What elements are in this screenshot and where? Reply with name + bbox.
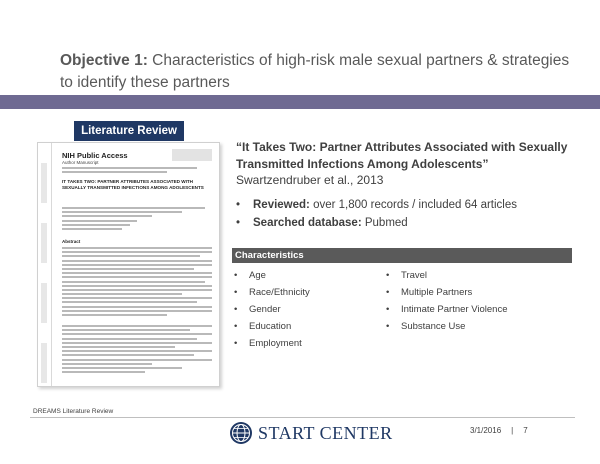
stat-value: Pubmed (361, 217, 408, 229)
footer-caption: DREAMS Literature Review (33, 408, 114, 415)
characteristics-list-right (386, 267, 508, 335)
start-center-logo: START CENTER (258, 423, 393, 443)
characteristic-label: Employment (249, 338, 302, 349)
thumbnail-article-title: IT TAKES TWO: PARTNER ATTRIBUTES ASSOCIATED WITH SEXUALLY TRANSMITTED INFECTIONS AMONG ADOLESCENTS (62, 179, 204, 190)
characteristic-item (386, 301, 508, 318)
literature-review-label: Literature Review (74, 121, 184, 141)
stat-label: Searched database: (253, 217, 362, 229)
objective-text: Characteristics of high-risk male sexual partners & strategies to identify these partners (60, 52, 570, 91)
characteristic-label: Intimate Partner Violence (401, 304, 508, 315)
characteristic-label: Gender (249, 304, 281, 315)
stat-label: Reviewed: (253, 199, 310, 211)
bullet: • (236, 217, 241, 229)
characteristic-label: Race/Ethnicity (249, 287, 310, 298)
bullet: • (234, 270, 238, 281)
thumbnail-abstract-heading: Abstract (62, 239, 81, 244)
bullet: • (386, 270, 390, 281)
title-divider-band (0, 95, 600, 109)
thumbnail-subheader: Author Manuscript (62, 160, 99, 165)
characteristics-list-left (234, 267, 310, 352)
characteristic-item (234, 335, 310, 352)
bullet: • (234, 338, 238, 349)
bullet: • (236, 199, 241, 211)
slide-date: 3/1/2016 (470, 426, 502, 435)
globe-icon (229, 421, 253, 445)
thumbnail-author-lines (62, 207, 212, 232)
characteristic-item (234, 267, 310, 284)
characteristic-label: Age (249, 270, 266, 281)
bullet: • (386, 304, 390, 315)
bullet: • (386, 321, 390, 332)
characteristic-item (386, 284, 508, 301)
thumbnail-side-margin (38, 143, 52, 386)
slide-title (60, 50, 580, 94)
stat-value: over 1,800 records / included 64 articles (309, 199, 518, 211)
page-number: 7 (523, 426, 528, 435)
bullet: • (234, 287, 238, 298)
paper-author: Swartzendruber et al., 2013 (236, 173, 384, 187)
thumbnail-citation-lines (62, 167, 212, 175)
characteristic-item (234, 318, 310, 335)
characteristic-label: Education (249, 321, 292, 332)
review-stats-list (236, 196, 586, 232)
paper-title: “It Takes Two: Partner Attributes Associated with Sexually Transmitted Infections Among Adolescents” (236, 140, 568, 171)
thumbnail-body-lines (62, 325, 212, 375)
stat-item (236, 196, 586, 214)
stat-item (236, 214, 586, 232)
characteristics-header: Characteristics (232, 248, 572, 263)
characteristic-label: Travel (401, 270, 428, 281)
characteristic-label: Multiple Partners (401, 287, 473, 298)
characteristic-item (386, 318, 508, 335)
characteristic-item (386, 267, 508, 284)
bullet: • (234, 321, 238, 332)
characteristic-item (234, 284, 310, 301)
footer-divider (30, 417, 575, 418)
objective-label: Objective 1: (60, 52, 148, 69)
thumbnail-abstract-lines (62, 247, 212, 318)
bullet: • (234, 304, 238, 315)
bullet: • (386, 287, 390, 298)
article-thumbnail (37, 142, 220, 387)
characteristic-item (234, 301, 310, 318)
footer-meta (470, 426, 528, 435)
footer-separator: | (511, 426, 514, 435)
characteristic-label: Substance Use (401, 321, 466, 332)
thumbnail-header: NIH Public Access (62, 151, 128, 160)
thumbnail-header-block (172, 149, 212, 161)
